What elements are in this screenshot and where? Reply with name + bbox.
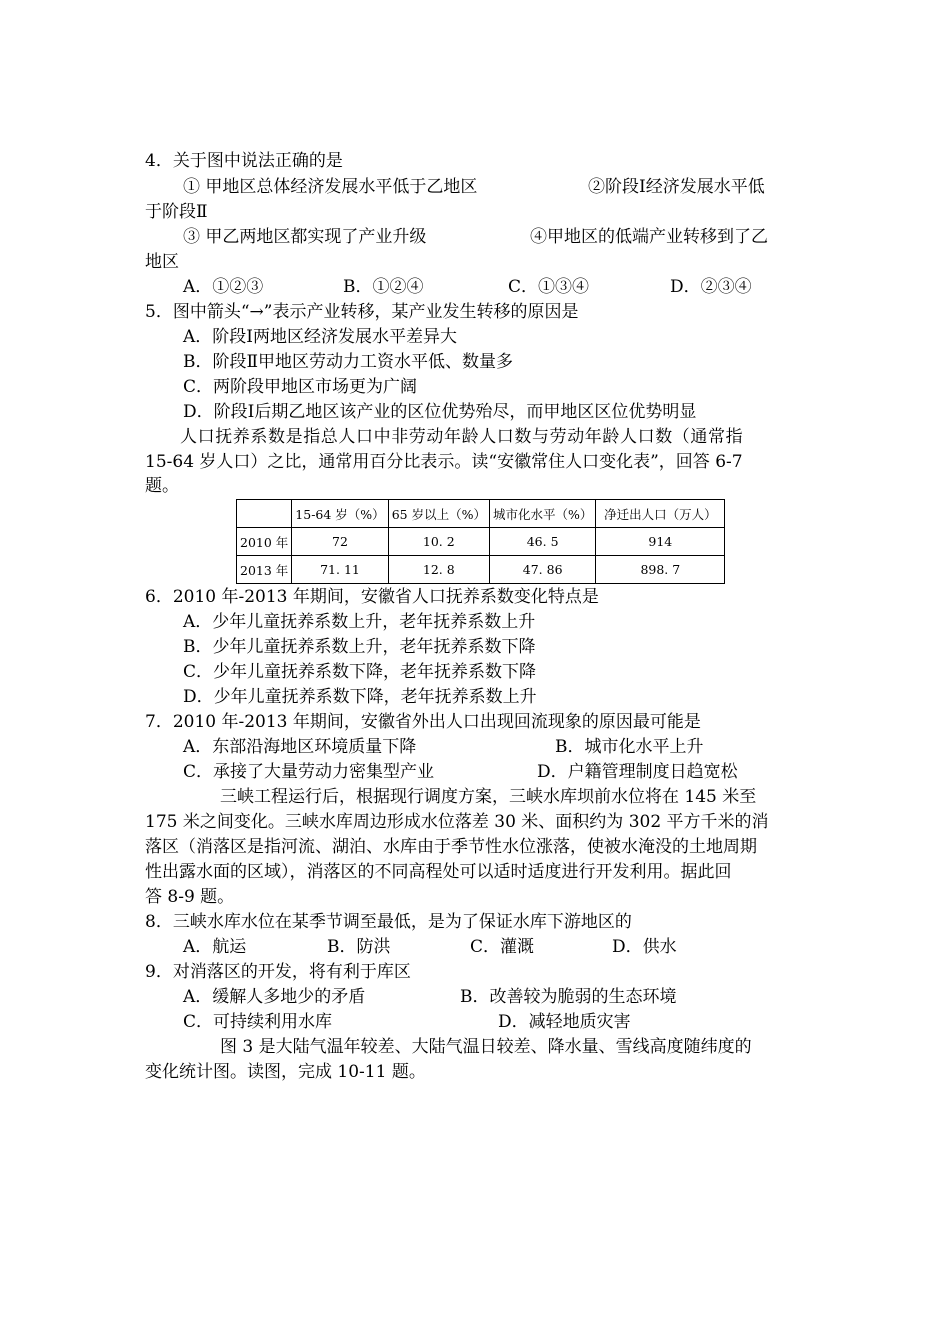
q5-option-b: B．阶段Ⅱ甲地区劳动力工资水平低、数量多 <box>183 352 514 372</box>
q5-option-c: C．两阶段甲地区市场更为广阔 <box>183 377 418 397</box>
table-cell: 898. 7 <box>596 556 725 584</box>
q4-statement-4-cont: 地区 <box>145 252 179 272</box>
q4-choice-a: A．①②③ <box>183 277 264 297</box>
q5-option-d: D．阶段Ⅰ后期乙地区该产业的区位优势殆尽，而甲地区区位优势明显 <box>183 402 697 422</box>
q9-option-c: C．可持续利用水库 <box>183 1012 333 1032</box>
table-header-cell <box>237 500 292 528</box>
table-cell: 914 <box>596 528 725 556</box>
table-cell: 46. 5 <box>489 528 595 556</box>
q4-statement-2: ②阶段Ⅰ经济发展水平低 <box>588 177 765 197</box>
q7-option-d: D．户籍管理制度日趋宽松 <box>537 762 738 782</box>
table-header-cell: 65 岁以上（%） <box>388 500 489 528</box>
table-cell: 72 <box>292 528 388 556</box>
q7-option-a: A．东部沿海地区环境质量下降 <box>183 737 417 757</box>
q9-option-d: D．减轻地质灾害 <box>498 1012 631 1032</box>
intro89-line1: 三峡工程运行后，根据现行调度方案，三峡水库坝前水位将在 145 米至 <box>220 787 757 807</box>
q6-option-a: A．少年儿童抚养系数上升，老年抚养系数上升 <box>183 612 536 632</box>
table-header-cell: 净迁出人口（万人） <box>596 500 725 528</box>
q7-option-b: B．城市化水平上升 <box>555 737 704 757</box>
population-table <box>236 499 725 584</box>
q7-stem: 7．2010 年-2013 年期间，安徽省外出人口出现回流现象的原因最可能是 <box>145 712 701 732</box>
intro67-line1: 人口抚养系数是指总人口中非劳动年龄人口数与劳动年龄人口数（通常指 <box>180 427 744 447</box>
q8-choice-a: A．航运 <box>183 937 247 957</box>
intro1011-line2: 变化统计图。读图，完成 10-11 题。 <box>145 1062 426 1082</box>
q8-choice-d: D．供水 <box>612 937 677 957</box>
table-cell: 47. 86 <box>489 556 595 584</box>
q6-stem: 6．2010 年-2013 年期间，安徽省人口抚养系数变化特点是 <box>145 587 599 607</box>
q6-option-c: C．少年儿童抚养系数下降，老年抚养系数下降 <box>183 662 537 682</box>
q5-option-a: A．阶段Ⅰ两地区经济发展水平差异大 <box>183 327 457 347</box>
table-row <box>237 528 725 556</box>
q8-stem: 8．三峡水库水位在某季节调至最低，是为了保证水库下游地区的 <box>145 912 632 932</box>
q4-statement-4: ④甲地区的低端产业转移到了乙 <box>530 227 768 247</box>
q9-option-a: A．缓解人多地少的矛盾 <box>183 987 366 1007</box>
intro67-line2: 15-64 岁人口）之比，通常用百分比表示。读“安徽常住人口变化表”，回答 6-7 <box>145 452 743 472</box>
intro1011-line1: 图 3 是大陆气温年较差、大陆气温日较差、降水量、雪线高度随纬度的 <box>220 1037 752 1057</box>
table-cell: 71. 11 <box>292 556 388 584</box>
q4-stem: 4．关于图中说法正确的是 <box>145 151 343 171</box>
intro89-line2: 175 米之间变化。三峡水库周边形成水位落差 30 米、面积约为 302 平方千米的消 <box>145 812 769 832</box>
q7-option-c: C．承接了大量劳动力密集型产业 <box>183 762 435 782</box>
q4-statement-3: ③ 甲乙两地区都实现了产业升级 <box>183 227 427 247</box>
q4-statement-2-cont: 于阶段Ⅱ <box>145 202 208 222</box>
intro89-line5: 答 8-9 题。 <box>145 887 235 907</box>
q4-statement-1: ① 甲地区总体经济发展水平低于乙地区 <box>183 177 478 197</box>
q4-choice-c: C．①③④ <box>508 277 590 297</box>
intro89-line4: 性出露水面的区域），消落区的不同高程处可以适时适度进行开发利用。据此回 <box>145 862 732 882</box>
intro67-line3: 题。 <box>145 476 179 496</box>
q5-stem: 5．图中箭头“→”表示产业转移，某产业发生转移的原因是 <box>145 302 579 322</box>
q9-stem: 9．对消落区的开发，将有利于库区 <box>145 962 411 982</box>
intro89-line3: 落区（消落区是指河流、湖泊、水库由于季节性水位涨落，使被水淹没的土地周期 <box>145 837 757 857</box>
table-row <box>237 556 725 584</box>
q4-choice-d: D．②③④ <box>670 277 752 297</box>
q9-option-b: B．改善较为脆弱的生态环境 <box>460 987 677 1007</box>
table-cell: 2010 年 <box>237 528 292 556</box>
q6-option-d: D．少年儿童抚养系数下降，老年抚养系数上升 <box>183 687 537 707</box>
q8-choice-c: C．灌溉 <box>470 937 535 957</box>
q8-choice-b: B．防洪 <box>327 937 391 957</box>
table-header-row <box>237 500 725 528</box>
table-cell: 10. 2 <box>388 528 489 556</box>
q4-choice-b: B．①②④ <box>343 277 424 297</box>
table-cell: 12. 8 <box>388 556 489 584</box>
table-header-cell: 城市化水平（%） <box>489 500 595 528</box>
table-header-cell: 15-64 岁（%） <box>292 500 388 528</box>
q6-option-b: B．少年儿童抚养系数上升，老年抚养系数下降 <box>183 637 536 657</box>
table-cell: 2013 年 <box>237 556 292 584</box>
